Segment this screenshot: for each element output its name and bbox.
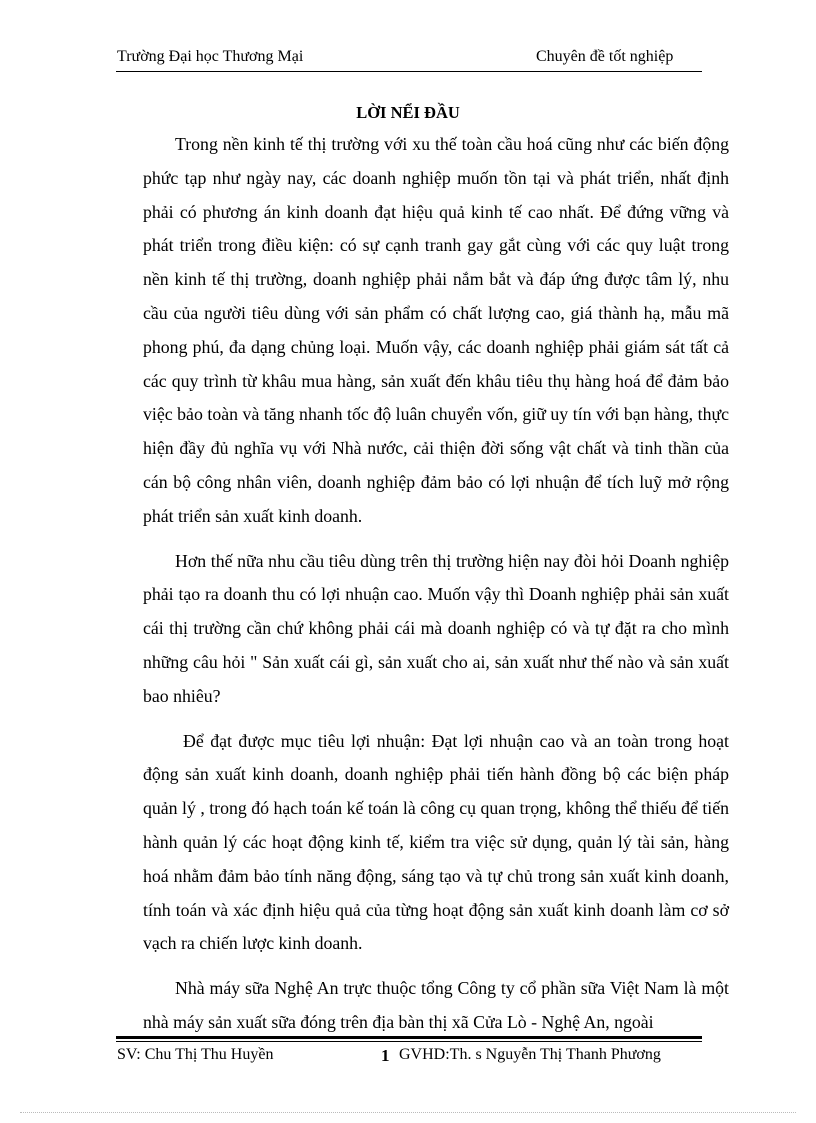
paragraph: Nhà máy sữa Nghệ An trực thuộc tổng Công ty cổ phần sữa Việt Nam là một nhà máy sản xuất sữa đóng trên địa bàn thị xã Cửa Lò - Nghệ An, ngoài [143, 978, 729, 1032]
footer-rule-thin [116, 1041, 702, 1042]
footer-student: SV: Chu Thị Thu Huyền [117, 1046, 274, 1063]
header-school: Trường Đại học Thương Mại [117, 48, 304, 65]
footer-rule-thick [116, 1036, 702, 1039]
paragraph: Trong nền kinh tế thị trường với xu thế toàn cầu hoá cũng như các biến động phức tạp như ngày nay, các doanh nghiệp muốn tồn tại và phát triển, nhất định phải có phương án kinh doanh đạt hiệu quả kinh tế cao nhất. Để đứng vững và phát triển trong điều kiện: có sự cạnh tranh gay gắt cùng với các quy luật trong nền kinh tế thị trường, doanh nghiệp phải nắm bắt và đáp ứng được tâm lý, nhu cầu của người tiêu dùng với sản phẩm có chất lượng cao, giá thành hạ, mẫu mã phong phú, đa dạng chủng loại. Muốn vậy, các doanh nghiệp phải giám sát tất cả các quy trình từ khâu mua hàng, sản xuất đến khâu tiêu thụ hàng hoá để đảm bảo việc bảo toàn và tăng nhanh tốc độ luân chuyển vốn, giữ uy tín với bạn hàng, thực hiện đầy đủ nghĩa vụ với Nhà nước, cải thiện đời sống vật chất và tinh thần của cán bộ công nhân viên, doanh nghiệp đảm bảo có lợi nhuận để tích luỹ mở rộng phát triển sản xuất kinh doanh. [143, 134, 729, 526]
page-title: LỜI NỂI ĐẦU [356, 103, 460, 122]
footer-supervisor: GVHD:Th. s Nguyễn Thị Thanh Phương [399, 1046, 661, 1063]
document-body [143, 128, 729, 1040]
header-rule [116, 71, 702, 72]
page-number: 1 [381, 1046, 390, 1065]
paragraph: Để đạt được mục tiêu lợi nhuận: Đạt lợi nhuận cao và an toàn trong hoạt động sản xuất kinh doanh, doanh nghiệp phải tiến hành đồng bộ các biện pháp quản lý , trong đó hạch toán kế toán là công cụ quan trọng, không thể thiếu để tiến hành quản lý các hoạt động kinh tế, kiểm tra việc sử dụng, quản lý tài sản, hàng hoá nhằm đảm bảo tính năng động, sáng tạo và tự chủ trong sản xuất kinh doanh, tính toán và xác định hiệu quả của từng hoạt động sản xuất kinh doanh làm cơ sở vạch ra chiến lược kinh doanh. [143, 730, 729, 954]
header-doc-type: Chuyên đề tốt nghiệp [536, 48, 674, 65]
paragraph: Hơn thế nữa nhu cầu tiêu dùng trên thị trường hiện nay đòi hỏi Doanh nghiệp phải tạo ra doanh thu có lợi nhuận cao. Muốn vậy thì Doanh nghiệp phải sản xuất cái thị trường cần chứ không phải cái mà doanh nghiệp có và tự đặt ra cho mình những câu hỏi " Sản xuất cái gì, sản xuất cho ai, sản xuất như thế nào và sản xuất bao nhiêu? [143, 550, 729, 706]
page-edge-divider [20, 1112, 796, 1113]
